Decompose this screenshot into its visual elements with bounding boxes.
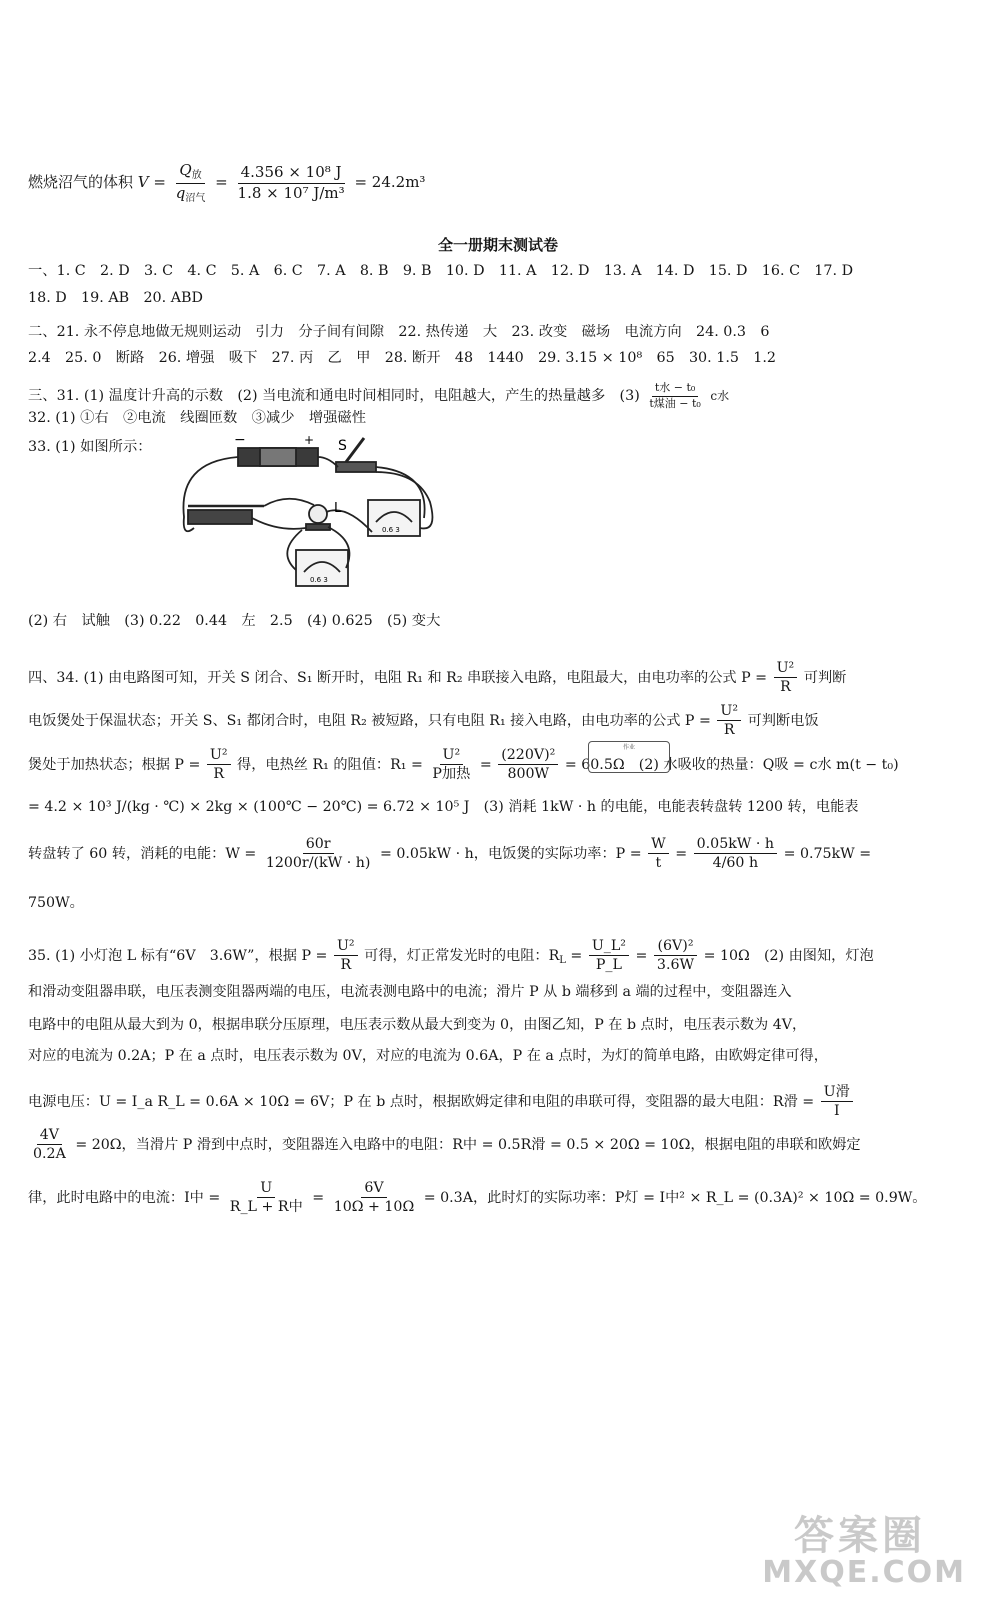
wire-4 bbox=[252, 518, 306, 529]
q34-line2: 电饭煲处于保温状态；开关 S、S₁ 都闭合时，电阻 R₂ 被短路，只有电阻 R₁ 接入电路，由电功率的公式 P = $\frac{\text{U²}}{R}$ 可判断电饭 bbox=[28, 703, 819, 739]
q34-frac-4: $\frac{\text{U²}}{\text{P加热}}$ bbox=[432, 747, 471, 783]
part1-line2: 18. D 19. AB 20. ABD bbox=[28, 290, 204, 306]
homework-stamp: 作业 bbox=[588, 741, 670, 773]
q34-frac-8: $\frac{0.05kW \cdot h}{4/60 h}$ bbox=[694, 836, 777, 872]
watermark-top: 答案圈 bbox=[794, 1513, 926, 1559]
q34-frac-2: $\frac{\text{U²}}{R}$ bbox=[717, 703, 741, 739]
rheostat bbox=[188, 510, 252, 524]
intro-frac-1: $\frac{Q_放}{q_{沼气}}$ bbox=[175, 161, 206, 204]
battery-plus: + bbox=[304, 433, 315, 447]
q35-line4: 对应的电流为 0.2A；P 在 a 点时，电压表示数为 0V，对应的电流为 0.6A，P 在 a 点时，为灯的简单电路，由欧姆定律可得， bbox=[28, 1048, 828, 1064]
q35-line1: 35. (1) 小灯泡 L 标有“6V 3.6W”，根据 P = $\frac{\text{U²}}{R}$ 可得，灯正常发光时的电阻：$R_L$ = $\frac{\text{U\_L²}}{P\_L}$ = $\frac{\text{(6V)²}}{3.6W}$ = 10Ω (2) 由图知，灯泡 bbox=[28, 938, 874, 974]
q35-frac-6: $\frac{U}{\text{R\_L + R中}}$ bbox=[229, 1180, 303, 1216]
part1-line1: 一、1. C 2. D 3. C 4. C 5. A 6. C 7. A 8. B 9. B 10. D 11. A 12. D 13. A 14. D 15. D 16. C 17. D bbox=[28, 263, 854, 279]
q31-frac: $\frac{\text{t水 − t₀}}{\text{t煤油 − t₀}}$ bbox=[649, 381, 701, 410]
switch-label: S bbox=[338, 438, 347, 454]
q35-line2: 和滑动变阻器串联，电压表测变阻器两端的电压，电流表测电路中的电流；滑片 P 从 b 端移到 a 端的过程中，变阻器连入 bbox=[28, 984, 792, 1000]
q35-frac-2: $\frac{\text{U\_L²}}{P\_L}$ bbox=[589, 938, 629, 974]
battery-minus: − bbox=[234, 432, 246, 448]
battery-cell bbox=[260, 448, 296, 466]
intro-line: 燃烧沼气的体积 V = $\frac{Q_放}{q_{沼气}}$ = $\frac{\text{4.356 × 10⁸ J}}{\text{1.8 × 10⁷ J/m³}}$ = 24.2m³ bbox=[28, 161, 426, 204]
q34-frac-6: $\frac{60r}{1200r/(kW \cdot h)}$ bbox=[265, 836, 371, 872]
q35-line6: $\frac{4V}{0.2A}$ = 20Ω，当滑片 P 滑到中点时，变阻器连入电路中的电阻：R中 = 0.5R滑 = 0.5 × 20Ω = 10Ω，根据电阻的串联和欧姆定 bbox=[28, 1127, 861, 1163]
ammeter-label: 0.6 3 bbox=[310, 576, 328, 584]
intro-frac-2: $\frac{\text{4.356 × 10⁸ J}}{\text{1.8 × 10⁷ J/m³}}$ bbox=[237, 163, 345, 202]
site-watermark bbox=[726, 1504, 966, 1590]
q32-line: 32. (1) ①右 ②电流 线圈匝数 ③减少 增强磁性 bbox=[28, 410, 367, 426]
q34-line1: 四、34. (1) 由电路图可知，开关 S 闭合、S₁ 断开时，电阻 R₁ 和 R₂ 串联接入电路，电阻最大，由电功率的公式 P = $\frac{\text{U²}}{R}$ 可判断 bbox=[28, 660, 847, 696]
q35-frac-4: $\frac{\text{U滑}}{I}$ bbox=[821, 1084, 853, 1120]
switch-base bbox=[336, 462, 376, 472]
q35-line3: 电路中的电阻从最大到为 0，根据串联分压原理，电压表示数从最大到变为 0，由图乙知，P 在 b 点时，电压表示数为 4V， bbox=[28, 1017, 807, 1033]
q34-line3: 煲处于加热状态；根据 P = $\frac{\text{U²}}{R}$ 得，电热丝 R₁ 的阻值：R₁ = $\frac{\text{U²}}{\text{P加热}}$ = $\frac{\text{(220V)²}}{800W}$ = 60.5Ω (2) 水吸收的热量：Q吸 = c水 m(t − t₀) bbox=[28, 747, 899, 783]
q34-frac-7: $\frac{W}{t}$ bbox=[648, 836, 669, 872]
wire-5 bbox=[264, 499, 314, 506]
q35-frac-3: $\frac{\text{(6V)²}}{3.6W}$ bbox=[654, 938, 697, 974]
intro-label: 燃烧沼气的体积 bbox=[28, 173, 134, 191]
q33-line: 33. (1) 如图所示： bbox=[28, 439, 152, 455]
lamp-base bbox=[306, 524, 330, 530]
lamp-bulb bbox=[309, 505, 327, 523]
q34-line4: = 4.2 × 10³ J/(kg · ℃) × 2kg × (100℃ − 20℃) = 6.72 × 10⁵ J (3) 消耗 1kW · h 的电能，电能表转盘转 1200 转，电能表 bbox=[28, 799, 859, 815]
watermark-bottom: MXQE.COM bbox=[762, 1555, 966, 1590]
voltmeter-label: 0.6 3 bbox=[382, 526, 400, 534]
intro-result: = 24.2m³ bbox=[354, 173, 426, 191]
q35-frac-1: $\frac{\text{U²}}{R}$ bbox=[334, 938, 358, 974]
circuit-diagram bbox=[168, 432, 458, 600]
intro-v: V bbox=[137, 173, 149, 191]
q34-frac-5: $\frac{\text{(220V)²}}{800W}$ bbox=[498, 747, 558, 783]
q35-frac-5: $\frac{4V}{0.2A}$ bbox=[33, 1127, 66, 1163]
q34-frac-1: $\frac{\text{U²}}{R}$ bbox=[774, 660, 798, 696]
q34-line6: 750W。 bbox=[28, 895, 84, 911]
lamp-label: L bbox=[334, 501, 342, 516]
section-title: 全一册期末测试卷 bbox=[437, 236, 558, 254]
q31-line: 三、31. (1) 温度计升高的示数 (2) 当电流和通电时间相同时，电阻越大，产生的热量越多 (3) $\frac{\text{t水 − t₀}}{\text{t煤油 − t₀}}$ c水 bbox=[28, 381, 730, 410]
q35-line5: 电源电压：U = I_a R_L = 0.6A × 10Ω = 6V；P 在 b 点时，根据欧姆定律和电阻的串联可得，变阻器的最大电阻：R滑 = $\frac{\text{U滑}}{I}$ bbox=[28, 1084, 855, 1120]
wire-1 bbox=[318, 457, 338, 467]
part2-line2: 2.4 25. 0 断路 26. 增强 吸下 27. 丙 乙 甲 28. 断开 48 1440 29. 3.15 × 10⁸ 65 30. 1.5 1.2 bbox=[28, 350, 777, 366]
q33b-line: (2) 右 试触 (3) 0.22 0.44 左 2.5 (4) 0.625 (5) 变大 bbox=[28, 613, 441, 629]
q34-frac-3: $\frac{\text{U²}}{R}$ bbox=[207, 747, 231, 783]
q35-line7: 律，此时电路中的电流：I中 = $\frac{U}{\text{R\_L + R中}}$ = $\frac{6V}{10\Omega + 10\Omega}$ = 0.3A，此时灯的实际功率：P灯 = I中² × R_L = (0.3A)² × 10Ω = 0.9W。 bbox=[28, 1180, 927, 1216]
q34-line5: 转盘转了 60 转，消耗的电能：W = $\frac{60r}{1200r/(kW \cdot h)}$ = 0.05kW · h，电饭煲的实际功率：P = $\frac{W}{t}$ = $\frac{0.05kW \cdot h}{4/60 h}$ = 0.75kW = bbox=[28, 836, 872, 872]
part2-line1: 二、21. 永不停息地做无规则运动 引力 分子间有间隙 22. 热传递 大 23. 改变 磁场 电流方向 24. 0.3 6 bbox=[28, 324, 770, 340]
q35-frac-7: $\frac{6V}{10\Omega + 10\Omega}$ bbox=[333, 1180, 415, 1216]
switch-lever bbox=[346, 438, 364, 462]
